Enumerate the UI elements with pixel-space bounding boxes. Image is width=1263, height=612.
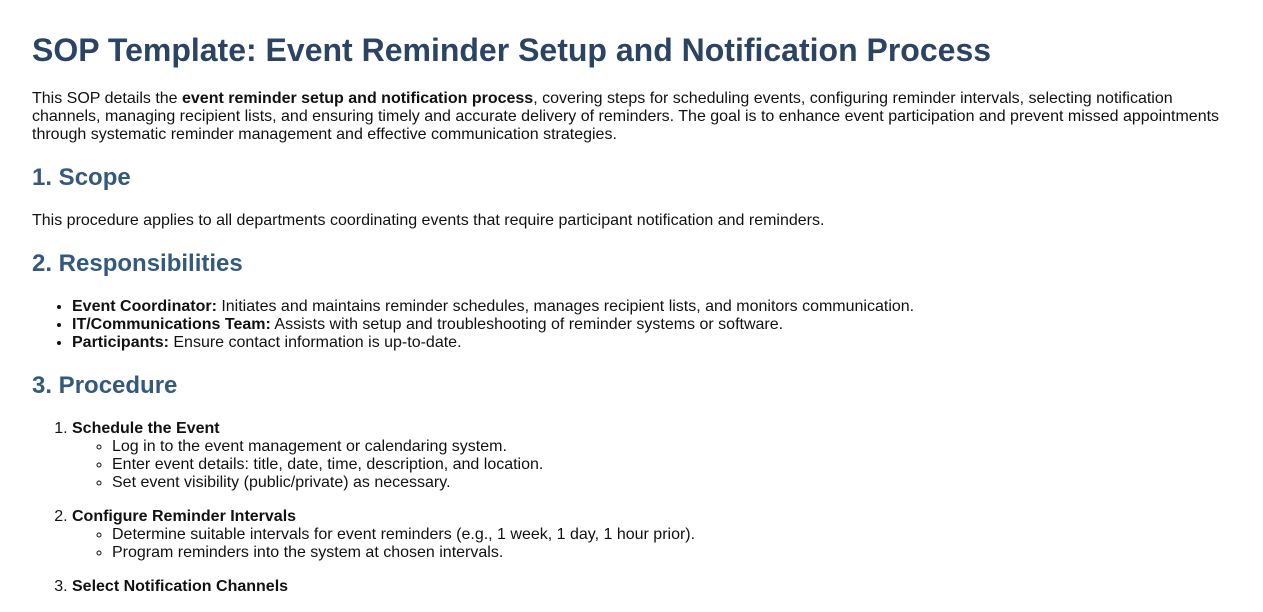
substep-item: ◦ Log in to the event management or calendaring system.	[112, 438, 695, 456]
list-item	[72, 298, 914, 316]
responsibilities-heading: 2. Responsibilities	[32, 250, 243, 277]
role-label: Participants:	[72, 334, 169, 351]
procedure-step	[72, 508, 695, 562]
intro-paragraph	[32, 90, 1232, 144]
step-title: Configure Reminder Intervals	[72, 508, 297, 525]
substep-item: ◦ Program reminders into the system at chosen intervals.	[112, 544, 695, 562]
role-description: Assists with setup and troubleshooting of reminder systems or software.	[270, 316, 784, 333]
procedure-step	[72, 578, 695, 596]
substep-list	[72, 438, 695, 492]
procedure-step	[72, 420, 695, 492]
substep-item: ◦ Determine suitable intervals for event reminders (e.g., 1 week, 1 day, 1 hour prior).	[112, 526, 695, 544]
role-label: Event Coordinator:	[72, 298, 217, 315]
role-description: Ensure contact information is up-to-date.	[168, 334, 462, 351]
step-title: Select Notification Channels	[72, 578, 289, 595]
intro-suffix: , covering steps for scheduling events, configuring reminder intervals, selecting notification channels, managing recipient lists, and ensuring timely and accurate delivery of reminders. The goal is to enhance event participation and prevent missed appointments through systematic reminder management and effective communication strategies.	[32, 90, 1220, 143]
substep-item: ◦ Set event visibility (public/private) as necessary.	[112, 474, 695, 492]
intro-prefix: This SOP details the	[32, 90, 182, 107]
scope-text: This procedure applies to all departments coordinating events that require participant notification and reminders.	[32, 212, 825, 229]
list-item	[72, 316, 914, 334]
substep-list	[72, 526, 695, 562]
intro-bold: event reminder setup and notification process	[182, 90, 534, 107]
role-description: Initiates and maintains reminder schedules, manages recipient lists, and monitors communication.	[216, 298, 915, 315]
list-item	[72, 334, 914, 352]
step-title: Schedule the Event	[72, 420, 220, 437]
scope-heading: 1. Scope	[32, 164, 131, 191]
responsibilities-list	[32, 298, 914, 352]
role-label: IT/Communications Team:	[72, 316, 271, 333]
procedure-heading: 3. Procedure	[32, 372, 178, 399]
procedure-list	[32, 420, 695, 612]
substep-item: ◦ Enter event details: title, date, time, description, and location.	[112, 456, 695, 474]
page-title: SOP Template: Event Reminder Setup and Notification Process	[32, 32, 992, 68]
